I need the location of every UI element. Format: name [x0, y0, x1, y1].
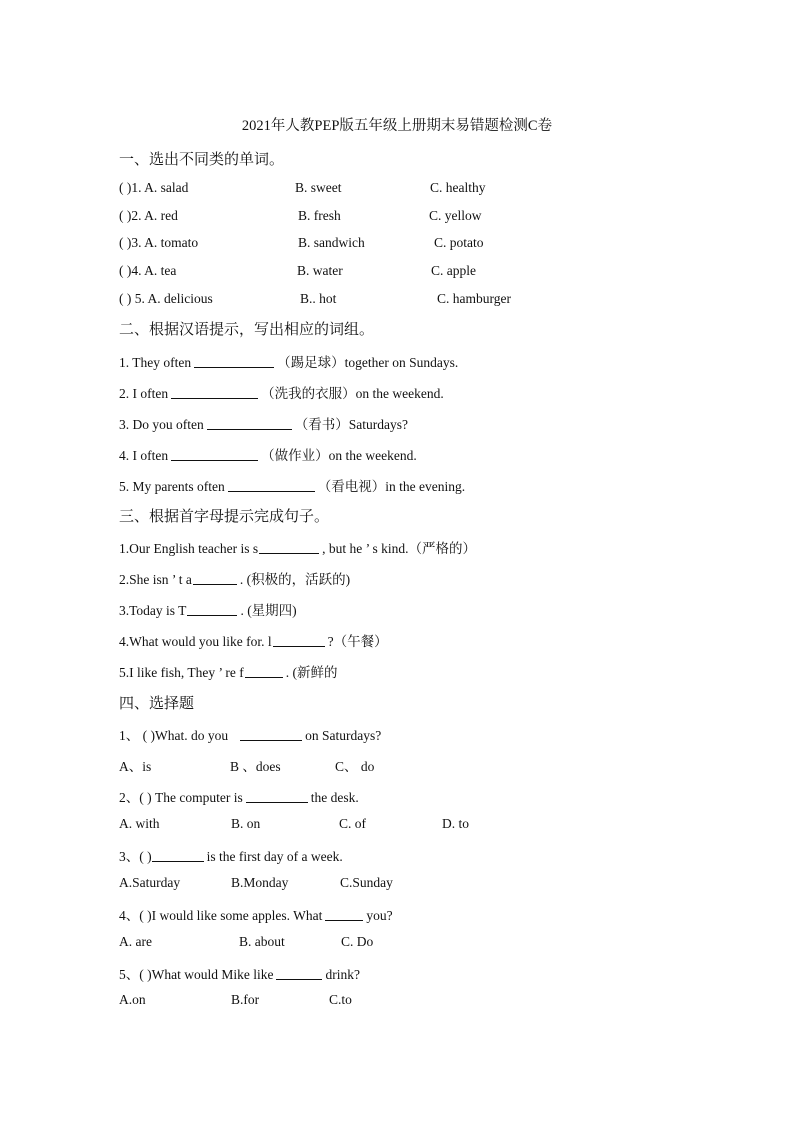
answer-blank[interactable]	[171, 447, 258, 461]
s4-question-2: 2、( ) The computer is the desk.	[119, 790, 359, 805]
section-4-heading: 四、选择题	[119, 696, 195, 712]
answer-blank[interactable]	[228, 478, 315, 492]
answer-blank[interactable]	[171, 385, 258, 399]
section-3-heading: 三、根据首字母提示完成句子。	[119, 509, 330, 525]
answer-blank[interactable]	[273, 633, 325, 647]
s4-question-4: 4、( )I would like some apples. What you?	[119, 908, 393, 923]
section-2-heading: 二、根据汉语提示，写出相应的词组。	[119, 322, 375, 338]
s3-question-5: 5.I like fish, They ’ re f . (新鲜的	[119, 665, 338, 680]
s4-question-3: 3、( ) is the first day of a week.	[119, 849, 343, 864]
s2-question-2: 2. I often （洗我的衣服）on the weekend.	[119, 386, 444, 401]
s3-question-1: 1.Our English teacher is s , but he ’ s kind.（严格的）	[119, 541, 476, 556]
answer-blank[interactable]	[187, 602, 237, 616]
answer-blank[interactable]	[240, 727, 302, 741]
answer-blank[interactable]	[194, 354, 274, 368]
answer-blank[interactable]	[193, 571, 237, 585]
s3-question-2: 2.She isn ’ t a . (积极的，活跃的)	[119, 572, 351, 587]
answer-blank[interactable]	[152, 848, 204, 862]
s2-question-5: 5. My parents often （看电视）in the evening.	[119, 479, 466, 494]
section-1-heading: 一、选出不同类的单词。	[119, 152, 285, 168]
s4-question-1: 1、 ( )What. do you on Saturdays?	[119, 728, 382, 743]
s3-question-3: 3.Today is T . (星期四)	[119, 603, 297, 618]
answer-blank[interactable]	[276, 966, 322, 980]
s2-question-3: 3. Do you often （看书）Saturdays?	[119, 417, 408, 432]
s2-question-4: 4. I often （做作业）on the weekend.	[119, 448, 417, 463]
s3-question-4: 4.What would you like for. l ?（午餐）	[119, 634, 388, 649]
page-title: 2021年人教PEP版五年级上册期末易错题检测C卷	[241, 118, 553, 134]
answer-blank[interactable]	[207, 416, 292, 430]
answer-blank[interactable]	[246, 789, 308, 803]
s4-question-5: 5、( )What would Mike like drink?	[119, 967, 360, 982]
answer-blank[interactable]	[245, 664, 283, 678]
s2-question-1: 1. They often （踢足球）together on Sundays.	[119, 355, 459, 370]
answer-blank[interactable]	[259, 540, 319, 554]
answer-blank[interactable]	[325, 907, 363, 921]
